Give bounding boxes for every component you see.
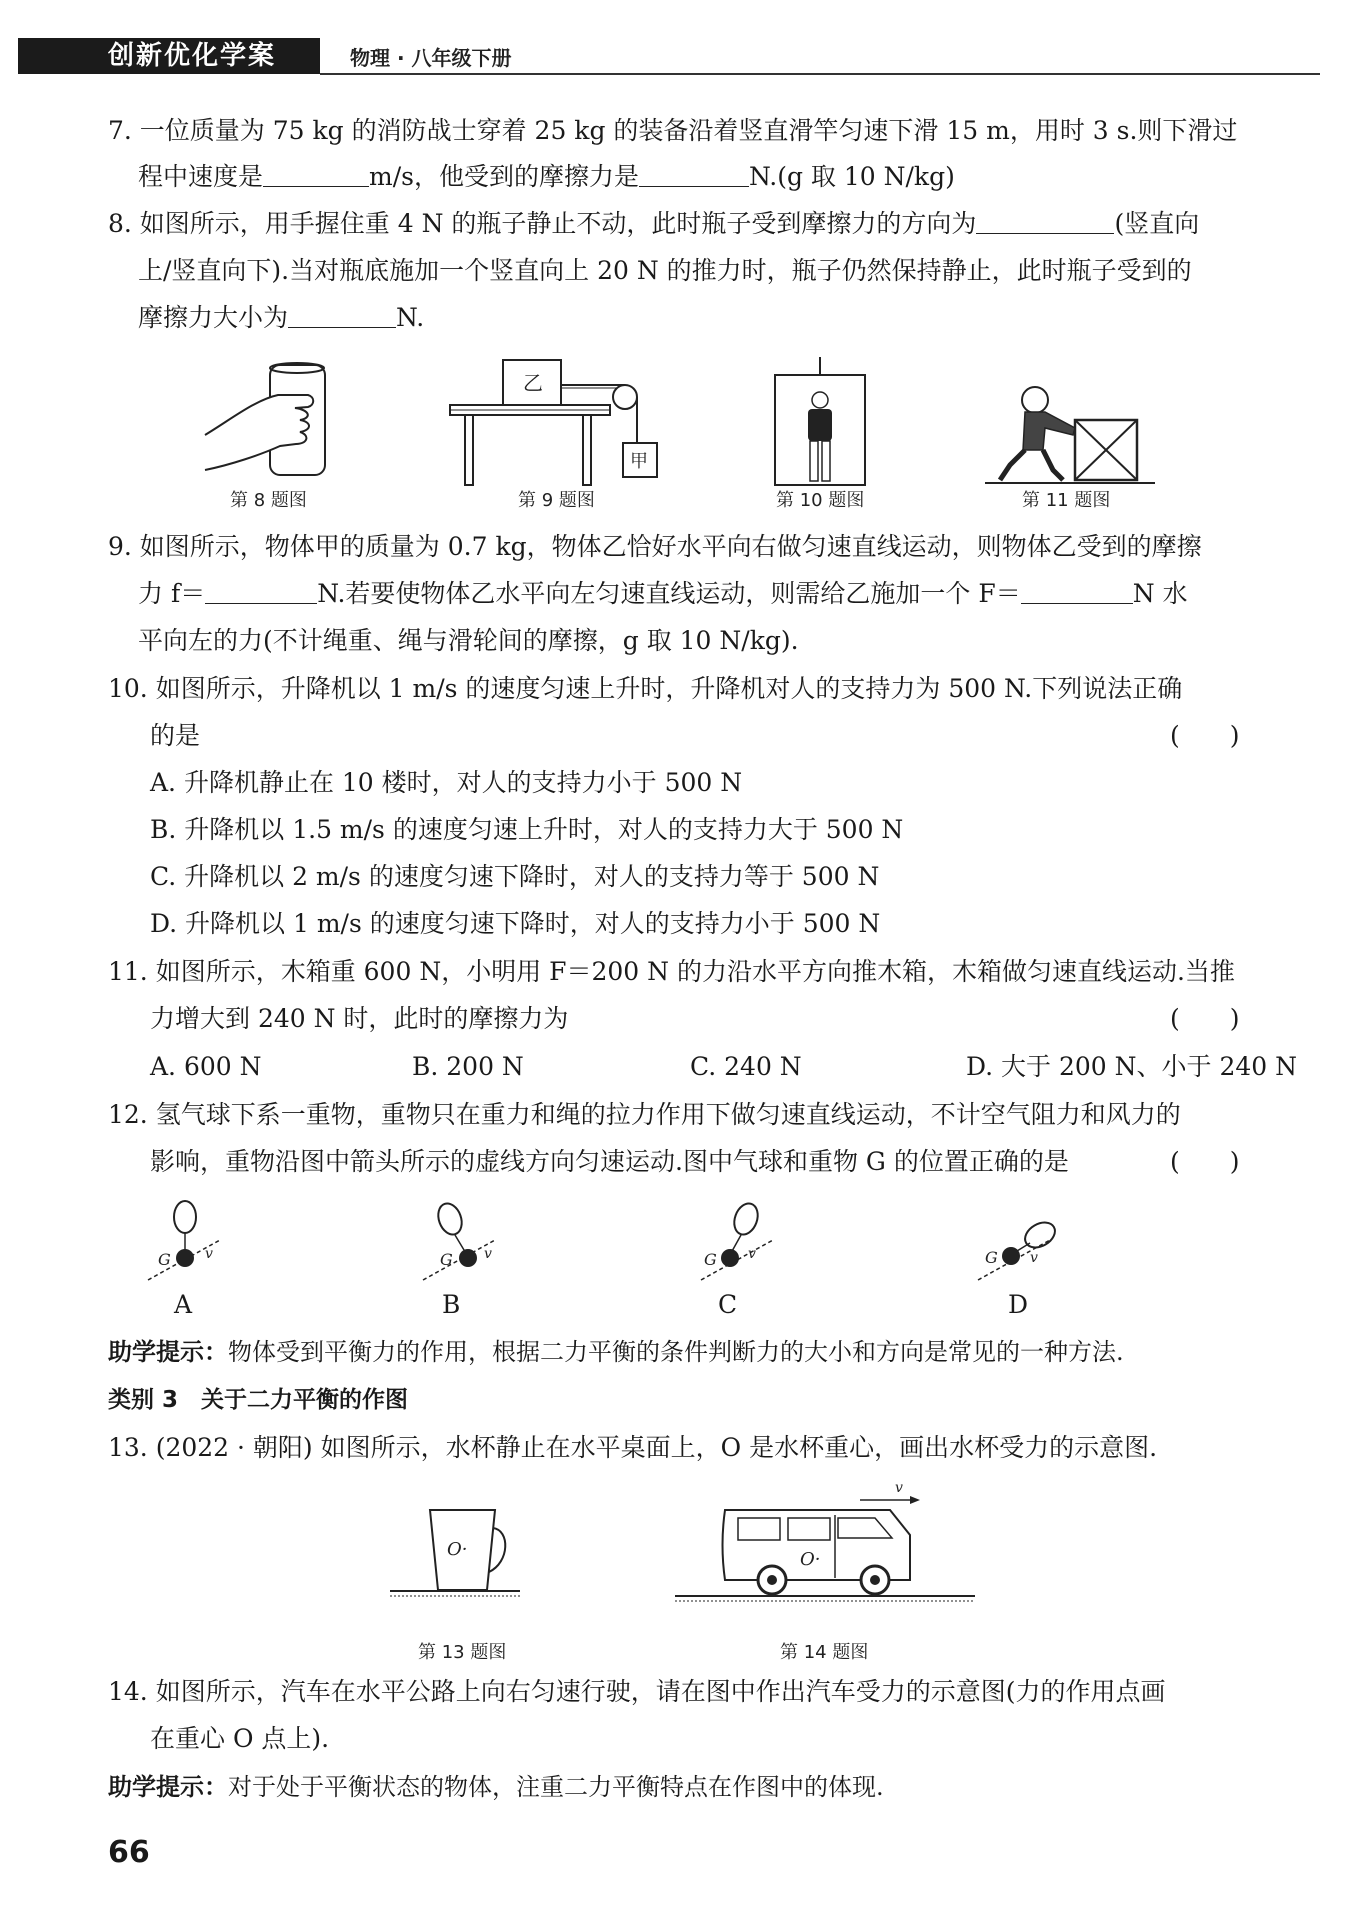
q10-option-a: A. 升降机静止在 10 楼时，对人的支持力小于 500 N bbox=[150, 768, 743, 797]
fig9-caption: 第 9 题图 bbox=[518, 490, 595, 511]
hint-1-text: 物体受到平衡力的作用，根据二力平衡的条件判断力的大小和方向是常见的一种方法. bbox=[228, 1338, 1124, 1366]
subject-title: 物理 · 八年级下册 bbox=[350, 46, 512, 70]
q7-blank-speed[interactable] bbox=[263, 162, 369, 187]
fig12-a-g-label: G bbox=[158, 1250, 171, 1269]
header-divider bbox=[320, 73, 1320, 75]
q11-option-a: A. 600 N bbox=[150, 1052, 262, 1081]
q9-line3: 平向左的力(不计绳重、绳与滑轮间的摩擦，g 取 10 N/kg). bbox=[138, 626, 799, 655]
q11-line1: 11. 如图所示，木箱重 600 N，小明用 F＝200 N 的力沿水平方向推木箱，木箱做匀速直线运动.当推 bbox=[108, 957, 1235, 986]
q12-answer-paren[interactable]: ( ) bbox=[1170, 1147, 1240, 1176]
q8-text-a: 8. 如图所示，用手握住重 4 N 的瓶子静止不动，此时瓶子受到摩擦力的方向为 bbox=[108, 209, 977, 238]
q13-line1: 13. (2022 · 朝阳) 如图所示，水杯静止在水平桌面上，O 是水杯重心，画出水杯受力的示意图. bbox=[108, 1433, 1158, 1462]
q12-option-a[interactable]: A bbox=[174, 1290, 193, 1319]
q8-blank-friction[interactable] bbox=[288, 303, 396, 328]
q9-text-c: N 水 bbox=[1132, 579, 1188, 608]
q14-line2: 在重心 O 点上). bbox=[150, 1724, 330, 1753]
fig12-option-c bbox=[698, 1195, 778, 1290]
q8-text-b: (竖直向 bbox=[1114, 209, 1200, 238]
q11-option-c: C. 240 N bbox=[690, 1052, 802, 1081]
fig13-o-label: O· bbox=[447, 1539, 468, 1560]
category-3-heading: 类别 3 关于二力平衡的作图 bbox=[108, 1387, 409, 1413]
fig9-label-yi: 乙 bbox=[523, 371, 543, 395]
q10-option-c: C. 升降机以 2 m/s 的速度匀速下降时，对人的支持力等于 500 N bbox=[150, 862, 880, 891]
q9-line1: 9. 如图所示，物体甲的质量为 0.7 kg，物体乙恰好水平向右做匀速直线运动，则物体乙受到的摩擦 bbox=[108, 532, 1202, 561]
fig8-caption: 第 8 题图 bbox=[230, 490, 307, 511]
fig11-caption: 第 11 题图 bbox=[1022, 490, 1111, 511]
q7-line1: 7. 一位质量为 75 kg 的消防战士穿着 25 kg 的装备沿着竖直滑竿匀速下滑 15 m，用时 3 s.则下滑过 bbox=[108, 116, 1238, 145]
q8-line1 bbox=[108, 207, 1199, 241]
brand-logo: 创新优化学案 bbox=[18, 38, 320, 74]
fig12-a-v-label: v bbox=[205, 1246, 213, 1262]
q8-line2: 上/竖直向下).当对瓶底施加一个竖直向上 20 N 的推力时，瓶子仍然保持静止，此时瓶子受到的 bbox=[138, 256, 1192, 285]
hint-1-label: 助学提示： bbox=[108, 1338, 228, 1366]
hint-2 bbox=[108, 1770, 884, 1804]
fig12-option-a bbox=[145, 1195, 225, 1290]
hint-2-text: 对于处于平衡状态的物体，注重二力平衡特点在作图中的体现. bbox=[228, 1773, 884, 1801]
q14-line1: 14. 如图所示，汽车在水平公路上向右匀速行驶，请在图中作出汽车受力的示意图(力的作用点画 bbox=[108, 1677, 1166, 1706]
fig12-c-v-label: v bbox=[748, 1246, 756, 1262]
page-header bbox=[18, 38, 1318, 78]
fig12-option-b bbox=[420, 1195, 500, 1290]
fig12-b-v-label: v bbox=[484, 1246, 492, 1262]
fig10-caption: 第 10 题图 bbox=[776, 490, 865, 511]
hint-1 bbox=[108, 1335, 1124, 1369]
fig12-option-d bbox=[975, 1195, 1065, 1290]
q11-option-b: B. 200 N bbox=[412, 1052, 524, 1081]
fig8-hand-bottle bbox=[200, 360, 350, 485]
q9-line2 bbox=[138, 577, 1188, 611]
page-number: 66 bbox=[108, 1835, 150, 1870]
hint-2-label: 助学提示： bbox=[108, 1773, 228, 1801]
fig9-label-jia: 甲 bbox=[630, 451, 648, 472]
fig13-cup-on-table bbox=[385, 1500, 525, 1600]
q8-text-d: N. bbox=[396, 303, 425, 332]
q7-text-b: m/s，他受到的摩擦力是 bbox=[369, 162, 639, 191]
q9-text-a: 力 f＝ bbox=[138, 579, 206, 608]
q7-line2 bbox=[138, 160, 955, 194]
q10-option-b: B. 升降机以 1.5 m/s 的速度匀速上升时，对人的支持力大于 500 N bbox=[150, 815, 904, 844]
q7-blank-friction[interactable] bbox=[639, 162, 749, 187]
q11-option-d: D. 大于 200 N、小于 240 N bbox=[966, 1052, 1298, 1081]
fig10-elevator bbox=[770, 355, 870, 490]
q8-blank-direction[interactable] bbox=[976, 209, 1114, 234]
fig12-c-g-label: G bbox=[704, 1250, 717, 1269]
q8-text-c: 摩擦力大小为 bbox=[138, 303, 289, 332]
q12-line2: 影响，重物沿图中箭头所示的虚线方向匀速运动.图中气球和重物 G 的位置正确的是 bbox=[150, 1147, 1069, 1176]
q9-blank-friction[interactable] bbox=[205, 579, 317, 604]
fig14-o-label: O· bbox=[800, 1549, 821, 1570]
q12-option-b[interactable]: B bbox=[442, 1290, 461, 1319]
fig14-caption: 第 14 题图 bbox=[780, 1642, 869, 1663]
q8-line3 bbox=[138, 301, 424, 335]
q10-line2: 的是 bbox=[150, 721, 201, 750]
fig9-table-pulley bbox=[445, 355, 665, 490]
q9-blank-force[interactable] bbox=[1021, 579, 1133, 604]
q12-option-d[interactable]: D bbox=[1008, 1290, 1029, 1319]
q11-answer-paren[interactable]: ( ) bbox=[1170, 1004, 1240, 1033]
fig12-d-g-label: G bbox=[985, 1248, 998, 1267]
fig14-car-on-road bbox=[670, 1480, 980, 1605]
fig12-b-g-label: G bbox=[440, 1250, 453, 1269]
q12-option-c[interactable]: C bbox=[718, 1290, 738, 1319]
fig13-caption: 第 13 题图 bbox=[418, 1642, 507, 1663]
q9-text-b: N.若要使物体乙水平向左匀速直线运动，则需给乙施加一个 F＝ bbox=[317, 579, 1021, 608]
fig11-push-box bbox=[985, 380, 1155, 490]
q7-text-c: N.(g 取 10 N/kg) bbox=[748, 162, 955, 191]
q10-answer-paren[interactable]: ( ) bbox=[1170, 721, 1240, 750]
q12-line1: 12. 氢气球下系一重物，重物只在重力和绳的拉力作用下做匀速直线运动，不计空气阻力和风力的 bbox=[108, 1100, 1181, 1129]
fig14-v-label: v bbox=[895, 1480, 903, 1496]
q11-line2: 力增大到 240 N 时，此时的摩擦力为 bbox=[150, 1004, 569, 1033]
q10-option-d: D. 升降机以 1 m/s 的速度匀速下降时，对人的支持力小于 500 N bbox=[150, 909, 881, 938]
fig12-d-v-label: v bbox=[1030, 1250, 1038, 1266]
q10-line1: 10. 如图所示，升降机以 1 m/s 的速度匀速上升时，升降机对人的支持力为 500 N.下列说法正确 bbox=[108, 674, 1183, 703]
q7-text-a: 程中速度是 bbox=[138, 162, 264, 191]
